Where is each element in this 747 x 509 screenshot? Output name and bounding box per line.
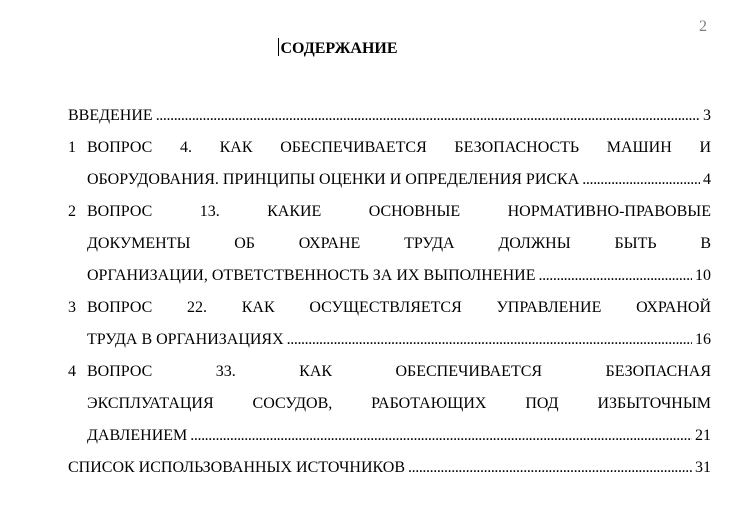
toc-page-number: 16 [695,331,711,348]
dot-leader [190,420,692,452]
dot-leader [287,324,692,356]
toc-entry-number: 2 [68,203,76,220]
toc-entry-title-line: ВОПРОС 4. КАК ОБЕСПЕЧИВАЕТСЯ БЕЗОПАСНОСТЬ МАШИН И [87,139,711,156]
toc-entry-question-22[interactable] [68,292,711,356]
table-of-contents [68,100,711,484]
document-title[interactable] [0,38,676,58]
toc-entry-title-line: ДАВЛЕНИЕМ [87,427,188,444]
toc-entry-title-line: ВОПРОС 13. КАКИЕ ОСНОВНЫЕ НОРМАТИВНО-ПРАВОВЫЕ [87,203,711,220]
toc-entry-title-line: ВОПРОС 33. КАК ОБЕСПЕЧИВАЕТСЯ БЕЗОПАСНАЯ [87,363,711,380]
toc-entry-title: СПИСОК ИСПОЛЬЗОВАННЫХ ИСТОЧНИКОВ [68,459,406,476]
toc-entry-title-line: ЭКСПЛУАТАЦИЯ СОСУДОВ, РАБОТАЮЩИХ ПОД ИЗБЫТОЧНЫМ [87,395,711,412]
toc-entry-title-line: ВОПРОС 22. КАК ОСУЩЕСТВЛЯЕТСЯ УПРАВЛЕНИЕ ОХРАНОЙ [87,299,711,316]
toc-entry-number: 4 [68,363,76,380]
toc-entry-question-13[interactable] [68,196,711,292]
toc-entry-references[interactable] [68,452,711,484]
toc-page-number: 4 [703,171,711,188]
toc-page-number: 10 [695,267,711,284]
page-number: 2 [699,18,707,35]
dot-leader [538,260,692,292]
dot-leader [582,164,700,196]
toc-page-number: 31 [695,459,711,476]
toc-entry-question-4[interactable] [68,132,711,196]
toc-entry-title-line: ДОКУМЕНТЫ ОБ ОХРАНЕ ТРУДА ДОЛЖНЫ БЫТЬ В [87,235,711,252]
toc-entry-title-line: ОБОРУДОВАНИЯ. ПРИНЦИПЫ ОЦЕНКИ И ОПРЕДЕЛЕНИЯ РИСКА [87,171,580,188]
toc-page-number: 3 [703,107,711,124]
dot-leader [156,100,700,132]
toc-entry-number: 3 [68,299,76,316]
toc-entry-introduction[interactable] [68,100,711,132]
toc-entry-number: 1 [68,139,76,156]
title-text: СОДЕРЖАНИЕ [280,40,398,57]
toc-entry-title-line: ОРГАНИЗАЦИИ, ОТВЕТСТВЕННОСТЬ ЗА ИХ ВЫПОЛНЕНИЕ [87,267,536,284]
toc-entry-title-line: ТРУДА В ОРГАНИЗАЦИЯХ [87,331,284,348]
toc-entry-question-33[interactable] [68,356,711,452]
toc-entry-title: ВВЕДЕНИЕ [68,107,153,124]
dot-leader [408,452,692,484]
toc-page-number: 21 [695,427,711,444]
